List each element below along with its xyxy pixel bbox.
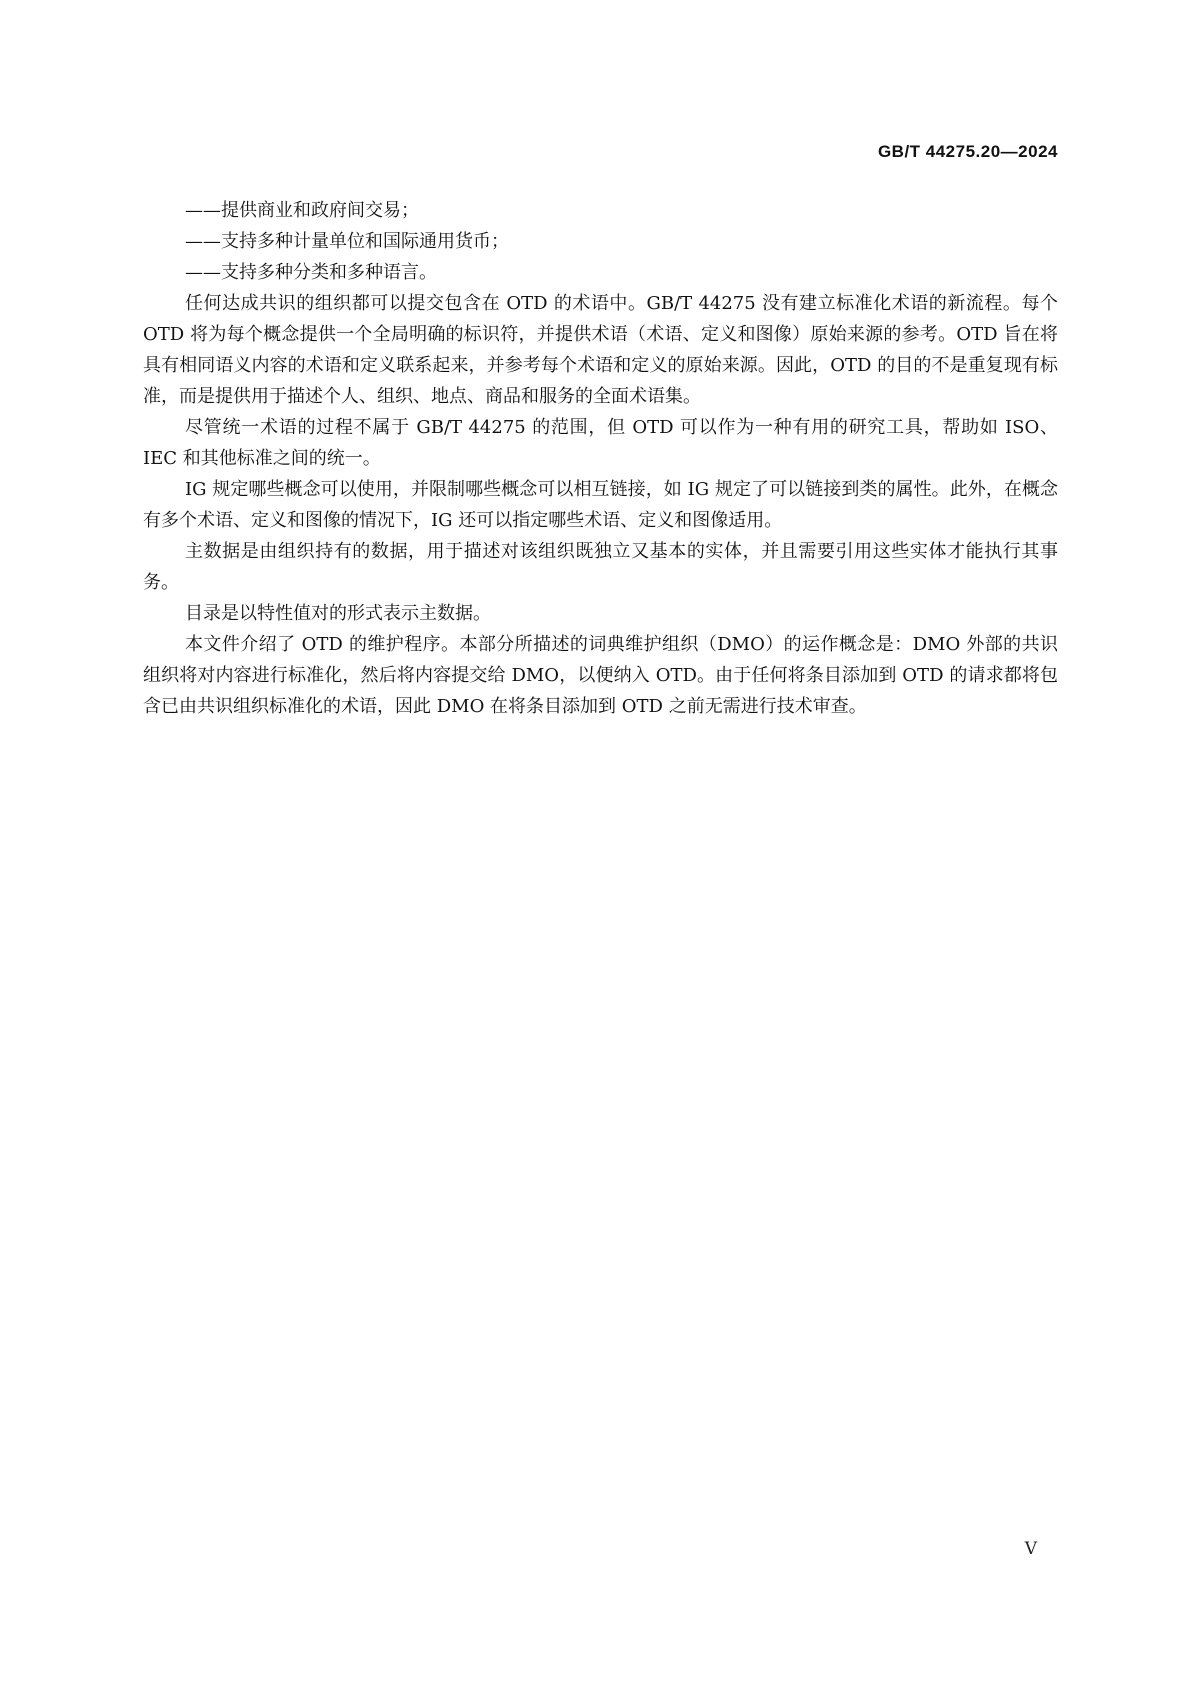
standard-code-header: GB/T 44275.20—2024 [877,142,1058,161]
document-body [143,195,1058,722]
list-item-classifications-languages: ——支持多种分类和多种语言。 [185,262,437,283]
paragraph-catalogue: 目录是以特性值对的形式表示主数据。 [185,603,491,624]
paragraph-harmonization: 尽管统一术语的过程不属于 GB/T 44275 的范围，但 OTD 可以作为一种有用的研究工具，帮助如 ISO、IEC 和其他标准之间的统一。 [143,417,1058,469]
page-number: V [1024,1539,1037,1559]
list-item-units-currencies: ——支持多种计量单位和国际通用货币； [185,231,509,252]
list-item-business-transactions: ——提供商业和政府间交易； [185,200,419,221]
paragraph-otd-terminology: 任何达成共识的组织都可以提交包含在 OTD 的术语中。GB/T 44275 没有建立标准化术语的新流程。每个 OTD 将为每个概念提供一个全局明确的标识符，并提供术语（术语、定义和图像）原始来源的参考。OTD 旨在将具有相同语义内容的术语和定义联系起来，并参考每个术语和定义的原始来源。因此，OTD 的目的不是重复现有标准，而是提供用于描述个人、组织、地点、商品和服务的全面术语集。 [143,293,1058,407]
paragraph-master-data: 主数据是由组织持有的数据，用于描述对该组织既独立又基本的实体，并且需要引用这些实体才能执行其事务。 [143,541,1058,593]
paragraph-ig-rules: IG 规定哪些概念可以使用，并限制哪些概念可以相互链接，如 IG 规定了可以链接到类的属性。此外，在概念有多个术语、定义和图像的情况下，IG 还可以指定哪些术语、定义和图像适用。 [143,479,1058,531]
paragraph-dmo-maintenance: 本文件介绍了 OTD 的维护程序。本部分所描述的词典维护组织（DMO）的运作概念是：DMO 外部的共识组织将对内容进行标准化，然后将内容提交给 DMO，以便纳入 OTD。由于任何将条目添加到 OTD 的请求都将包含已由共识组织标准化的术语，因此 DMO 在将条目添加到 OTD 之前无需进行技术审查。 [143,634,1058,717]
